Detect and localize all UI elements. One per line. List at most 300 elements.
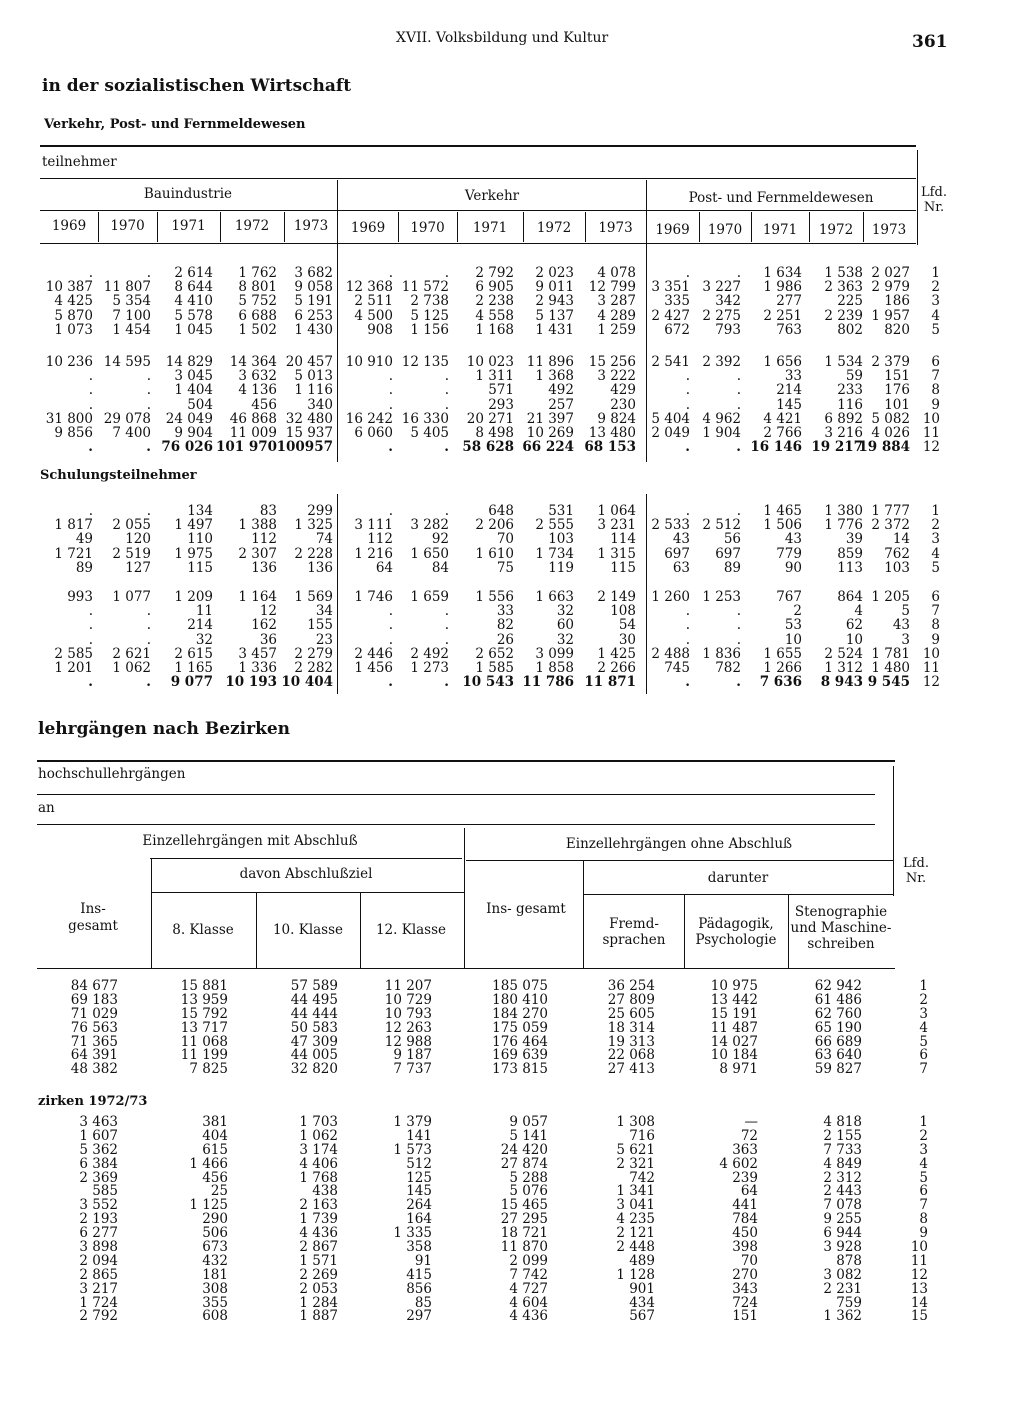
table-cell: 1 284	[299, 1294, 338, 1311]
table-cell: 1 556	[475, 589, 514, 605]
table-cell: 1 168	[475, 321, 514, 338]
table-cell: 4 136	[238, 382, 277, 399]
table-cell: 1 335	[393, 1225, 432, 1242]
table-cell: 31 800	[45, 410, 93, 427]
table-cell: 2	[793, 603, 802, 620]
lfd-cell: 9	[931, 396, 940, 413]
table-cell: 26	[496, 631, 514, 648]
table-cell: 6 277	[79, 1225, 118, 1242]
table-cell: 878	[836, 1252, 862, 1269]
year-divider	[457, 212, 458, 242]
table-cell: 2 206	[475, 517, 514, 534]
table-cell: 64	[375, 559, 393, 576]
table2-b-column	[468, 1116, 548, 1324]
table-cell: 2 321	[616, 1155, 655, 1172]
lfd-cell: 5	[931, 321, 940, 338]
table-cell: 3 898	[79, 1239, 118, 1256]
section1-title: in der sozialistischen Wirtschaft	[42, 76, 352, 96]
bezirke-label: zirken 1972/73	[38, 1094, 148, 1109]
table-cell: 66 224	[522, 439, 574, 456]
table-cell: 25	[210, 1183, 228, 1200]
table-cell: 61 486	[814, 991, 862, 1008]
table-cell: 11	[195, 603, 213, 620]
table-cell: 6 688	[238, 307, 277, 324]
table-cell: 3 217	[79, 1280, 118, 1297]
table-cell: 14 595	[103, 354, 151, 370]
lfd-cell: 4	[931, 307, 940, 324]
table-cell: 89	[75, 559, 93, 576]
table-cell: 2 369	[79, 1169, 118, 1186]
table-cell: .	[444, 368, 449, 385]
year-header: 1969	[655, 222, 690, 238]
table-cell: 355	[202, 1294, 228, 1311]
table-cell: 14 829	[165, 354, 213, 370]
lfd-cell: 2	[931, 517, 940, 534]
table-cell: 155	[307, 617, 333, 634]
table-cell: 12 368	[345, 279, 393, 296]
table-cell: 11 871	[584, 674, 636, 691]
table-cell: 36 254	[607, 978, 655, 994]
table-cell: 2 027	[871, 265, 910, 281]
table-cell: 3 552	[79, 1197, 118, 1214]
table-cell: 1 569	[294, 589, 333, 605]
table-cell: 2 427	[651, 307, 690, 324]
table2-b-lfd-column	[898, 1116, 928, 1324]
table-cell: 11 009	[229, 424, 277, 441]
block-b-lfd-column	[910, 355, 940, 454]
table-cell: 2 979	[871, 279, 910, 296]
table-cell: .	[736, 631, 741, 648]
table-cell: 34	[315, 603, 333, 620]
table-cell: 820	[884, 321, 910, 338]
table-cell: 119	[548, 559, 574, 576]
table-cell: 901	[629, 1280, 655, 1297]
table-cell: .	[685, 503, 690, 519]
lfd-cell: 7	[919, 1061, 928, 1078]
lfd-cell: 8	[931, 617, 940, 634]
table2-b-column	[38, 1116, 118, 1324]
table-cell: 2 867	[299, 1239, 338, 1256]
table2-a-column	[782, 980, 862, 1077]
section2-title: lehrgängen nach Bezirken	[38, 719, 291, 739]
year-header: 1969	[51, 218, 87, 234]
table-cell: .	[685, 603, 690, 620]
group-verkehr: Verkehr	[464, 188, 520, 204]
year-header: 1970	[110, 218, 145, 234]
table-cell: 2 512	[702, 517, 741, 534]
table-cell: 1 045	[174, 321, 213, 338]
table-cell: 3 928	[823, 1239, 862, 1256]
table-cell: 1 739	[299, 1211, 338, 1228]
table-cell: .	[146, 265, 151, 281]
table-cell: 101 970	[215, 439, 277, 456]
table-cell: 27 295	[500, 1211, 548, 1228]
table-cell: 4 289	[597, 307, 636, 324]
table-cell: 115	[610, 559, 636, 576]
table-cell: 10	[845, 631, 863, 648]
table-cell: 308	[202, 1280, 228, 1297]
lfd-cell: 6	[931, 354, 940, 370]
table-cell: .	[88, 396, 93, 413]
table-cell: 14 364	[229, 354, 277, 370]
table-cell: 782	[715, 659, 741, 676]
table-cell: 4 235	[616, 1211, 655, 1228]
table-cell: 1 404	[174, 382, 213, 399]
table-cell: 1 430	[294, 321, 333, 338]
table-cell: 13 717	[180, 1019, 228, 1036]
table-cell: 9 255	[823, 1211, 862, 1228]
table-cell: 151	[884, 368, 910, 385]
col-klasse10: 10. Klasse	[272, 922, 344, 938]
table-cell: 11 786	[522, 674, 574, 691]
group-bauindustrie: Bauindustrie	[143, 186, 233, 202]
table-cell: 1 368	[535, 368, 574, 385]
table-cell: 1 781	[871, 645, 910, 662]
table-cell: 2 282	[294, 659, 333, 676]
table-cell: .	[444, 674, 449, 691]
year-header: 1971	[472, 220, 508, 236]
table-cell: 53	[784, 617, 802, 634]
lfd-cell: 13	[910, 1280, 928, 1297]
table-cell: 23	[315, 631, 333, 648]
table-cell: 342	[715, 293, 741, 310]
table-cell: 1 480	[871, 659, 910, 676]
block-d-column	[830, 590, 910, 689]
table-cell: .	[388, 368, 393, 385]
table-cell: 489	[629, 1252, 655, 1269]
table-cell: 11 896	[526, 354, 574, 370]
table-cell: 8 943	[820, 674, 863, 691]
table-cell: .	[146, 503, 151, 519]
table-cell: 571	[488, 382, 514, 399]
table2-b-column	[575, 1116, 655, 1324]
table-cell: 2 099	[509, 1252, 548, 1269]
table-cell: 46 868	[229, 410, 277, 427]
table-cell: 2 094	[79, 1252, 118, 1269]
table-cell: 62	[845, 617, 863, 634]
lfd-cell: 11	[910, 1252, 928, 1269]
table-cell: 1 746	[354, 589, 393, 605]
table-cell: 2 524	[824, 645, 863, 662]
table-cell: 62 942	[814, 978, 862, 994]
table-cell: 3 216	[824, 424, 863, 441]
table-cell: 8 971	[719, 1061, 758, 1078]
table-cell: 184 270	[492, 1005, 548, 1022]
table-cell: .	[736, 439, 741, 456]
table-cell: 2 492	[410, 645, 449, 662]
table-cell: 1 077	[112, 589, 151, 605]
lfd-cell: 4	[931, 545, 940, 562]
table-cell: 1 817	[54, 517, 93, 534]
table-cell: 11 487	[710, 1019, 758, 1036]
table-cell: 3 457	[238, 645, 277, 662]
table-cell: 2 792	[475, 265, 514, 281]
table-cell: 1 655	[763, 645, 802, 662]
table-cell: 16 242	[345, 410, 393, 427]
table-cell: 176 464	[492, 1033, 548, 1050]
table-cell: 5 082	[871, 410, 910, 427]
lfd-cell: 11	[922, 659, 940, 676]
table-cell: 13 442	[710, 991, 758, 1008]
table-cell: .	[685, 396, 690, 413]
section2-label-a: hochschullehrgängen	[38, 766, 186, 782]
table-cell: 2 231	[823, 1280, 862, 1297]
table-cell: 2 792	[79, 1308, 118, 1325]
table-cell: 6 944	[823, 1225, 862, 1242]
table-cell: .	[146, 439, 151, 456]
table-cell: 2 266	[597, 659, 636, 676]
table-cell: 4 078	[597, 265, 636, 281]
table-cell: 10 975	[710, 978, 758, 994]
table-cell: 762	[884, 545, 910, 562]
table-cell: 6 384	[79, 1155, 118, 1172]
table-cell: 70	[496, 531, 514, 548]
table-cell: .	[685, 368, 690, 385]
table-cell: 7 737	[393, 1061, 432, 1078]
table-cell: 1 585	[475, 659, 514, 676]
table-cell: 358	[406, 1239, 432, 1256]
lfd-cell: 8	[931, 382, 940, 399]
table-cell: 1 116	[294, 382, 333, 399]
table-cell: 2 533	[651, 517, 690, 534]
lfd-cell: 11	[922, 424, 940, 441]
table-cell: 10 404	[281, 674, 333, 691]
table2-lfd-nr: Lfd. Nr.	[903, 856, 929, 886]
page-number: 361	[912, 32, 948, 52]
table-cell: 648	[488, 503, 514, 519]
table-cell: .	[388, 265, 393, 281]
table-cell: 2 446	[354, 645, 393, 662]
table-cell: 415	[406, 1266, 432, 1283]
table-cell: 12	[259, 603, 277, 620]
table-cell: 299	[307, 503, 333, 519]
table-cell: 58 628	[462, 439, 514, 456]
table-cell: 7 400	[112, 424, 151, 441]
table-cell: 76 026	[161, 439, 213, 456]
table-cell: 5 578	[174, 307, 213, 324]
table-cell: .	[444, 603, 449, 620]
table-cell: 716	[629, 1127, 655, 1144]
table-cell: 1 380	[824, 503, 863, 519]
table-cell: 4 421	[763, 410, 802, 427]
lfd-cell: 3	[931, 293, 940, 310]
table-cell: 72	[740, 1127, 758, 1144]
year-divider	[284, 212, 285, 242]
table-cell: 1 650	[410, 545, 449, 562]
year-divider	[220, 212, 221, 242]
table2-b-column	[148, 1116, 228, 1324]
table-cell: .	[388, 382, 393, 399]
table-cell: 50 583	[290, 1019, 338, 1036]
table-cell: 1 986	[763, 279, 802, 296]
table-cell: .	[685, 674, 690, 691]
col-klasse8: 8. Klasse	[172, 922, 234, 938]
table-cell: 214	[776, 382, 802, 399]
table-cell: 145	[776, 396, 802, 413]
table-cell: 125	[406, 1169, 432, 1186]
table-cell: 2 585	[54, 645, 93, 662]
lfd-cell: 2	[919, 1127, 928, 1144]
table-cell: 2 238	[475, 293, 514, 310]
table-cell: 103	[548, 531, 574, 548]
table-cell: 59 827	[814, 1061, 862, 1078]
table-cell: 1 571	[299, 1252, 338, 1269]
table-cell: 759	[836, 1294, 862, 1311]
table-cell: .	[146, 674, 151, 691]
table-cell: 1 721	[54, 545, 93, 562]
block-a-column	[830, 266, 910, 337]
table-cell: 2 443	[823, 1183, 862, 1200]
table-cell: .	[388, 396, 393, 413]
table-cell: 856	[406, 1280, 432, 1297]
table-cell: 71 365	[70, 1033, 118, 1050]
table2-a-column	[258, 980, 338, 1077]
table-cell: 1 425	[597, 645, 636, 662]
table-cell: 1 156	[410, 321, 449, 338]
table-cell: 214	[187, 617, 213, 634]
table-cell: 1 064	[597, 503, 636, 519]
table-cell: .	[444, 265, 449, 281]
table-cell: 2 055	[112, 517, 151, 534]
table-cell: 608	[202, 1308, 228, 1325]
table-cell: 10 236	[45, 354, 93, 370]
table-cell: 2 363	[824, 279, 863, 296]
lfd-cell: 7	[931, 603, 940, 620]
year-divider	[699, 212, 700, 242]
table-cell: 19 884	[858, 439, 910, 456]
table2-b-column	[678, 1116, 758, 1324]
block-c-column	[830, 504, 910, 575]
table-cell: 5 870	[54, 307, 93, 324]
table-cell: 11 068	[180, 1033, 228, 1050]
table-cell: 36	[259, 631, 277, 648]
lfd-cell: 4	[919, 1019, 928, 1036]
table-cell: 1 456	[354, 659, 393, 676]
table2-a-column	[678, 980, 758, 1077]
table-cell: 20 271	[466, 410, 514, 427]
table-cell: 779	[776, 545, 802, 562]
table-cell: 83	[259, 503, 277, 519]
table-cell: .	[444, 503, 449, 519]
table-cell: 1 573	[393, 1141, 432, 1158]
table-cell: 2 023	[535, 265, 574, 281]
table-cell: 2 541	[651, 354, 690, 370]
table-cell: 10 387	[45, 279, 93, 296]
table-cell: 1 887	[299, 1308, 338, 1325]
table-cell: 277	[776, 293, 802, 310]
year-divider	[523, 212, 524, 242]
table-cell: 1 128	[616, 1266, 655, 1283]
table-cell: 9 187	[393, 1047, 432, 1064]
table-cell: 9 856	[54, 424, 93, 441]
table-cell: 8 498	[475, 424, 514, 441]
table-cell: .	[146, 603, 151, 620]
table-cell: 340	[307, 396, 333, 413]
table-cell: 43	[892, 617, 910, 634]
table-cell: 2 614	[174, 265, 213, 281]
col-klasse12: 12. Klasse	[375, 922, 447, 938]
col-fremdsprachen: Fremd- sprachen	[602, 916, 666, 948]
table-cell: 4 425	[54, 293, 93, 310]
table-cell: 3 045	[174, 368, 213, 385]
table-cell: 5 405	[410, 424, 449, 441]
table-cell: 4 406	[299, 1155, 338, 1172]
table-cell: 3 041	[616, 1197, 655, 1214]
lfd-cell: 7	[919, 1197, 928, 1214]
table-cell: 69 183	[70, 991, 118, 1008]
table-cell: 1 260	[651, 589, 690, 605]
table-cell: .	[736, 382, 741, 399]
year-header: 1973	[293, 218, 329, 234]
table-cell: 1 663	[535, 589, 574, 605]
table1-left-label: teilnehmer	[42, 154, 117, 170]
darunter-label: darunter	[707, 870, 769, 886]
table-cell: 8 801	[238, 279, 277, 296]
table-cell: 9 545	[867, 674, 910, 691]
lfd-cell: 2	[931, 279, 940, 296]
table-cell: 450	[732, 1225, 758, 1242]
table-cell: 3 174	[299, 1141, 338, 1158]
lfd-cell: 1	[919, 1114, 928, 1130]
table-cell: 32	[556, 603, 574, 620]
table-cell: 2 519	[112, 545, 151, 562]
lfd-cell: 3	[931, 531, 940, 548]
table-cell: 1 315	[597, 545, 636, 562]
table-cell: 92	[431, 531, 449, 548]
table-cell: 2 275	[702, 307, 741, 324]
table-cell: 75	[496, 559, 514, 576]
table-cell: 343	[732, 1280, 758, 1297]
table-cell: 1 201	[54, 659, 93, 676]
table-cell: .	[685, 382, 690, 399]
lfd-cell: 5	[931, 559, 940, 576]
table-cell: 9 824	[597, 410, 636, 427]
table-cell: 43	[672, 531, 690, 548]
block-c-lfd-column	[910, 504, 940, 575]
table-cell: 2 488	[651, 645, 690, 662]
table-cell: 504	[187, 396, 213, 413]
table-cell: 11 807	[103, 279, 151, 296]
table-cell: 76 563	[70, 1019, 118, 1036]
table-cell: 5 354	[112, 293, 151, 310]
insgesamt-mit: Ins- gesamt	[68, 901, 118, 934]
table-cell: 4 410	[174, 293, 213, 310]
table-cell: 4 558	[475, 307, 514, 324]
table-cell: 1 062	[112, 659, 151, 676]
table-cell: 7 636	[759, 674, 802, 691]
table-cell: 5	[901, 603, 910, 620]
group-mit-abschluss: Einzellehrgängen mit Abschluß	[142, 833, 358, 849]
table-cell: 1 341	[616, 1183, 655, 1200]
table-cell: 49	[75, 531, 93, 548]
table-cell: 672	[664, 321, 690, 338]
table-cell: 335	[664, 293, 690, 310]
table-cell: .	[146, 396, 151, 413]
table-cell: 10 269	[526, 424, 574, 441]
table-cell: 32	[556, 631, 574, 648]
table-cell: 22 068	[607, 1047, 655, 1064]
table-cell: 112	[251, 531, 277, 548]
table-cell: 6 892	[824, 410, 863, 427]
year-divider	[863, 212, 864, 242]
table-cell: 162	[251, 617, 277, 634]
davon-abschlussziel: davon Abschlußziel	[239, 866, 373, 882]
table-cell: 2 652	[475, 645, 514, 662]
table-cell: 44 444	[290, 1005, 338, 1022]
table-cell: 32 820	[290, 1061, 338, 1078]
table-cell: 175 059	[492, 1019, 548, 1036]
table-cell: 1 975	[174, 545, 213, 562]
